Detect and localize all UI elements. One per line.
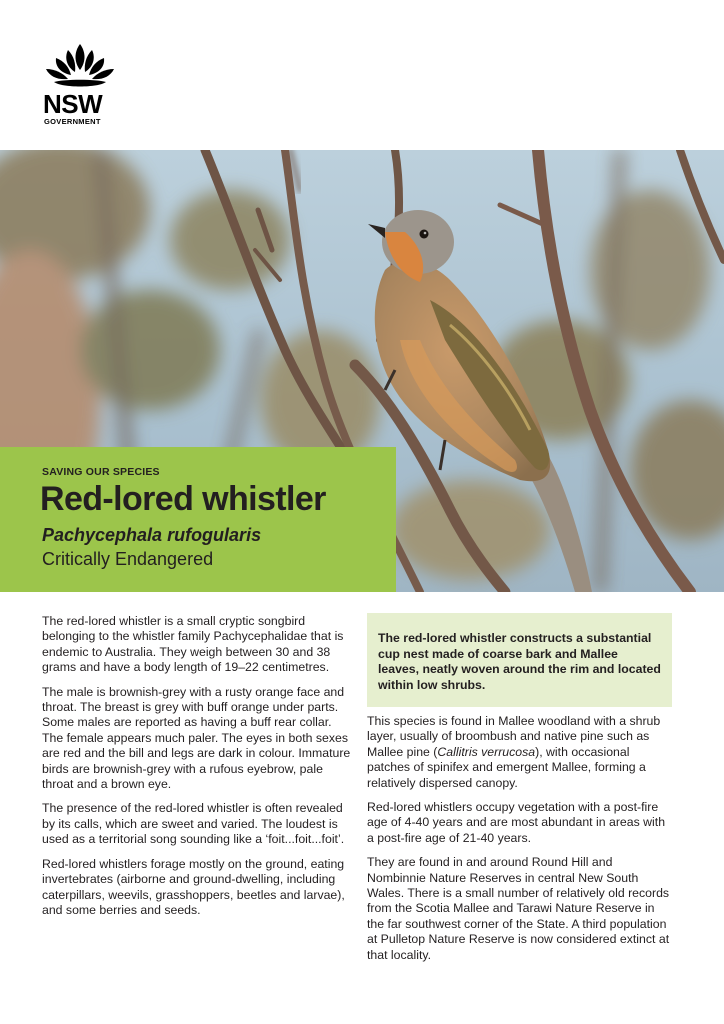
nsw-government-logo [40,42,124,126]
paragraph-calls: The presence of the red-lored whistler is often revealed by its calls, which are sweet and varied. The loudest is used as a territorial song sounding like a ‘foit...foit...foit’. [42,801,345,847]
conservation-status: Critically Endangered [42,549,214,569]
scientific-name: Pachycephala rufogularis [42,525,262,545]
callout-text: The red-lored whistler constructs a substantial cup nest made of coarse bark and Mallee leaves, neatly woven around the rim and located within low shrubs. [378,631,661,692]
logo-nsw-text: NSW [43,89,103,119]
page-title: Red-lored whistler [40,480,326,518]
habitat-text-a: This species is found in Mallee woodland with a shrub layer, usually of broombush and native pine such as Mallee pine ( [367,714,661,759]
paragraph-diet: Red-lored whistlers forage mostly on the ground, eating invertebrates (airborne and ground-dwelling, including caterpillars, weevils, grasshoppers, beetles and larvae), and some berries and seeds. [42,856,345,917]
paragraph-distribution: They are found in and around Round Hill and Nombinnie Nature Reserves in central New South Wales. There is a small number of relatively old records from the Scotia Mallee and Tarawi Nature Reserve in the far southwest corner of the State. A third population at Pulletop Nature Reserve is now considered extinct at that locality. [367,855,670,962]
paragraph-habitat [367,714,673,791]
waratah-icon [40,42,120,90]
logo-government-text: GOVERNMENT [44,117,101,126]
left-column [42,614,354,927]
title-panel [0,447,396,592]
right-column [367,714,673,972]
paragraph-appearance: The male is brownish-grey with a rusty orange face and throat. The breast is grey with buff orange under parts. Some males are reported as having a buff rear collar. The female appears much paler. The eyes in both sexes are red and the bill and legs are dark in colour. Immature birds are brownish-grey with a rufous eyebrow, pale throat and a brown eye. [42,684,351,792]
paragraph-description: The red-lored whistler is a small cryptic songbird belonging to the whistler family Pachycephalidae that is endemic to Australia. They weigh between 30 and 38 grams and have a body length of 19–22 centimetres. [42,614,344,675]
habitat-text-b: ), with occasional patches of spinifex and emergent Mallee, forming a relatively dispersed canopy. [367,744,646,790]
callout-box [367,613,672,707]
paragraph-fire-age: Red-lored whistlers occupy vegetation with a post-fire age of 4-40 years and are most abundant in areas with a post-fire age of 21-40 years. [367,800,666,845]
kicker-label: SAVING OUR SPECIES [42,466,160,478]
habitat-species-name: Callitris verrucosa [437,744,536,759]
